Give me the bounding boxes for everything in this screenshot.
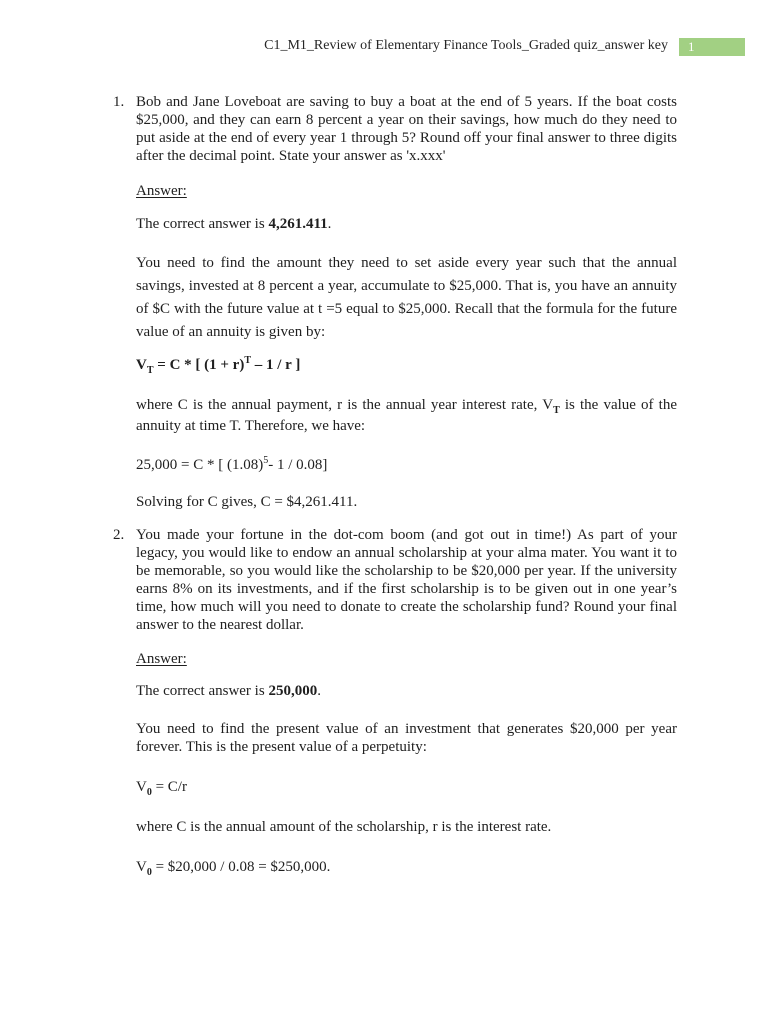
question-number: 2.	[113, 527, 125, 543]
result-variable: V	[136, 859, 147, 875]
annuity-formula	[136, 356, 677, 374]
worked-equation	[136, 456, 677, 474]
question-text-line: put aside at the end of every year 1 through 5? Round off your final answer to three digits	[136, 130, 677, 146]
explanation-line: value of an annuity is given by:	[136, 324, 326, 340]
correct-answer-suffix: .	[327, 216, 332, 232]
explanation-line: You need to find the present value of an investment that generates $20,000 per year	[136, 721, 677, 737]
formula-subscript: T	[146, 365, 154, 376]
formula-tail: – 1 / r ]	[251, 357, 301, 373]
correct-answer-prefix: The correct answer is	[136, 216, 269, 232]
equation-end: - 1 / 0.08]	[268, 457, 328, 473]
document-title: C1_M1_Review of Elementary Finance Tools_Graded quiz_answer key	[264, 38, 668, 53]
formula-definitions	[136, 395, 677, 437]
question-text-line: You made your fortune in the dot-com boom (and got out in time!) As part of your	[136, 527, 677, 543]
answer-heading	[136, 182, 677, 200]
formula-exponent: T	[244, 355, 252, 366]
correct-answer-suffix: .	[317, 683, 321, 699]
question-text	[136, 526, 677, 634]
solution-text: Solving for C gives, C = $4,261.411.	[136, 494, 358, 510]
worked-result	[136, 858, 677, 876]
correct-answer-value: 4,261.411	[268, 216, 328, 232]
correct-answer-value: 250,000	[268, 683, 318, 699]
definition-subscript: T	[553, 405, 560, 416]
question-text-line: answer to the nearest dollar.	[136, 617, 304, 633]
answer-label: Answer:	[136, 651, 187, 667]
page-number-badge	[679, 38, 745, 56]
definition-line: annuity at time T. Therefore, we have:	[136, 418, 366, 434]
question-text-line: after the decimal point. State your answer as 'x.xxx'	[136, 148, 446, 164]
correct-answer	[136, 215, 677, 233]
question-text-line: Bob and Jane Loveboat are saving to buy a boat at the end of 5 years. If the boat costs	[136, 94, 677, 110]
question-text-line: $25,000, and they can earn 8 percent a year on their savings, how much do they need to	[136, 112, 677, 128]
question-text-line: time, how much will you need to donate to create the scholarship fund? Round your final	[136, 599, 677, 615]
explanation-line: forever. This is the present value of a perpetuity:	[136, 739, 427, 755]
answer-label: Answer:	[136, 183, 187, 199]
question-number: 1.	[113, 94, 125, 110]
result-subscript: 0	[146, 867, 152, 878]
equation-start: 25,000 = C * [ (1.08)	[136, 457, 264, 473]
question-text	[136, 93, 677, 165]
formula-variable: V	[136, 357, 147, 373]
definition-line	[136, 395, 677, 416]
correct-answer-prefix: The correct answer is	[136, 683, 269, 699]
explanation-paragraph	[136, 720, 677, 756]
definition-text: is the value of the	[559, 397, 677, 413]
result-body: = $20,000 / 0.08 = $250,000.	[151, 859, 331, 875]
formula-subscript: 0	[146, 787, 152, 798]
question-text-line: earns 8% on its investments, and if the first scholarship is to be given out in one year’s	[136, 581, 677, 597]
answer-heading	[136, 650, 677, 668]
formula-variable: V	[136, 779, 147, 795]
explanation-line: savings, invested at 8 percent a year, accumulate to $25,000. That is, you have an annuity	[136, 278, 677, 294]
perpetuity-formula	[136, 778, 677, 796]
page-number: 1	[688, 39, 695, 54]
correct-answer	[136, 682, 677, 700]
formula-body: = C/r	[151, 779, 187, 795]
question-text-line: be memorable, so you would like the scholarship to be $20,000 per year. If the university	[136, 563, 677, 579]
explanation-line: of $C with the future value at t =5 equal to $25,000. Recall that the formula for the future	[136, 301, 677, 317]
formula-definitions: where C is the annual amount of the scholarship, r is the interest rate.	[136, 819, 552, 835]
definition-text: where C is the annual payment, r is the annual year interest rate, V	[136, 397, 554, 413]
explanation-line: You need to find the amount they need to set aside every year such that the annual	[136, 255, 677, 271]
explanation-paragraph	[136, 252, 677, 344]
equation-exponent: 5	[263, 455, 269, 466]
question-text-line: legacy, you would like to endow an annual scholarship at your alma mater. You want it to	[136, 545, 677, 561]
formula-body: = C * [ (1 + r)	[153, 357, 245, 373]
